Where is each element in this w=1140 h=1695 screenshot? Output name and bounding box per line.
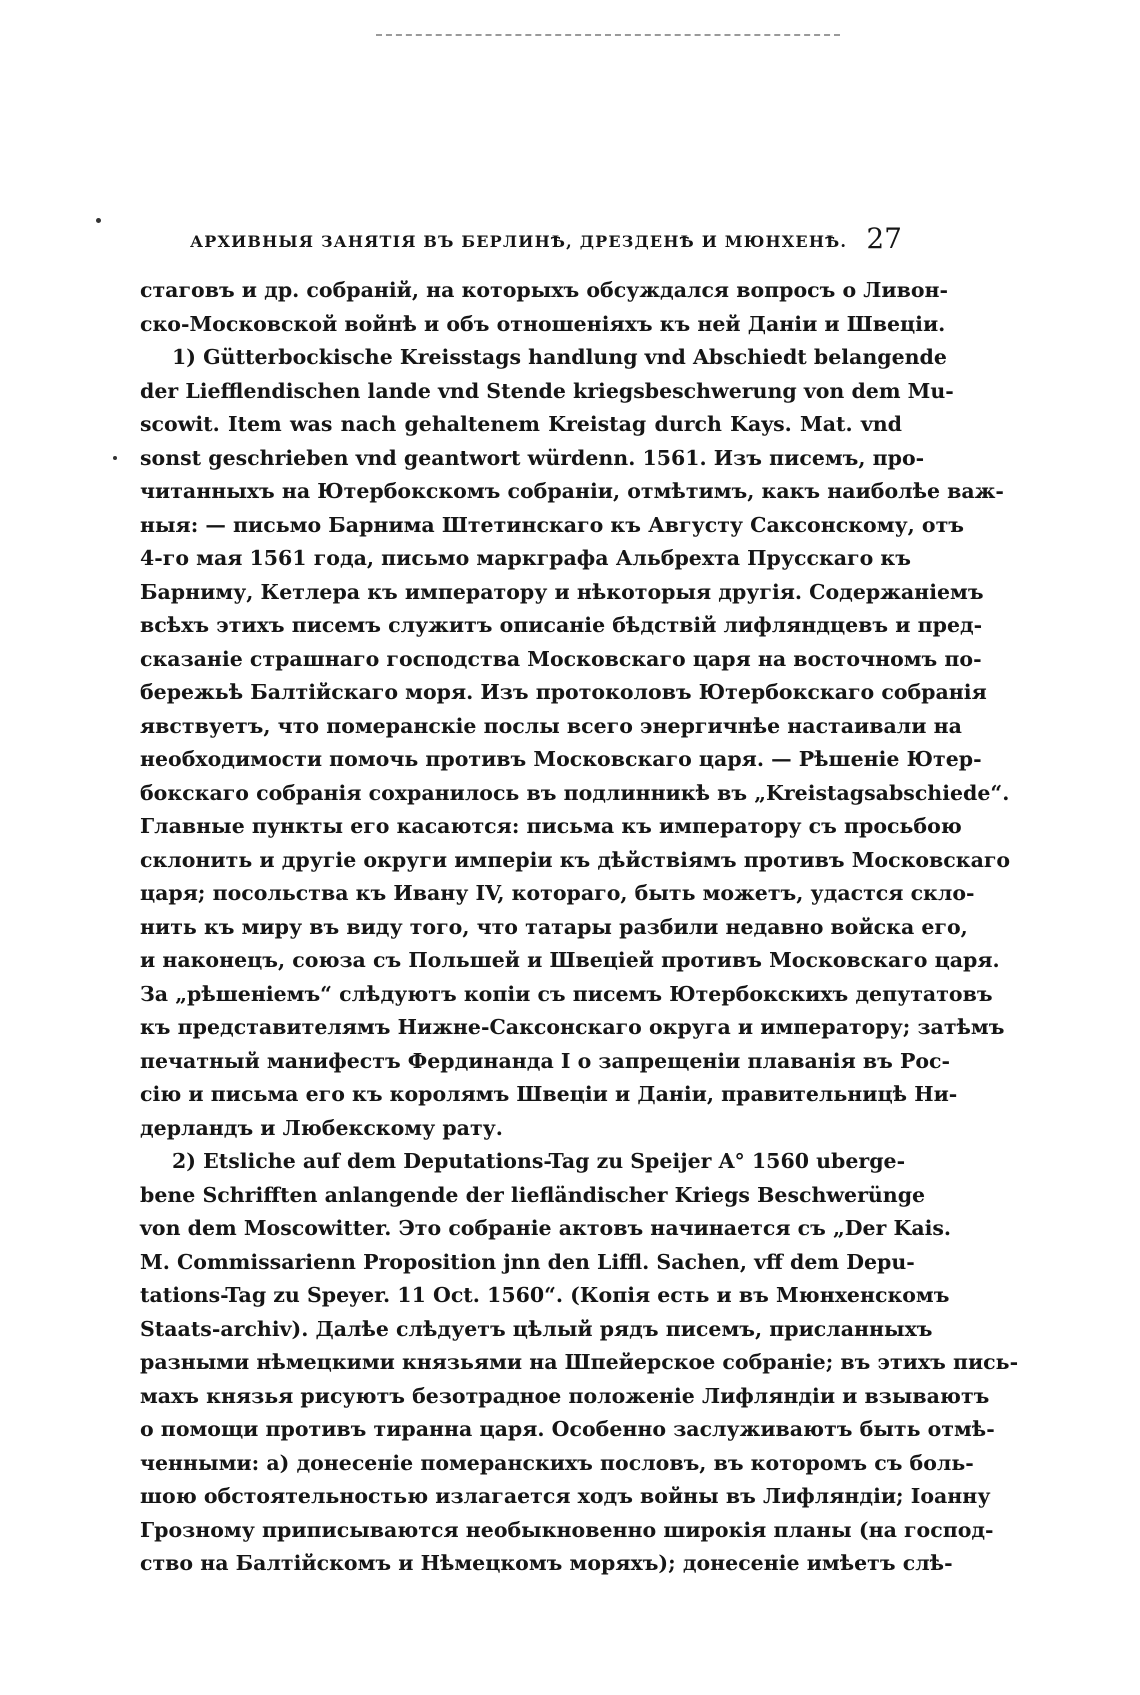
text-line: стаговъ и др. собраній, на которыхъ обсуждался вопросъ о Ливон- [140, 278, 949, 302]
text-line: tations-Tag zu Speyer. 11 Oct. 1560“. (Копія есть и въ Мюнхенскомъ [140, 1283, 950, 1307]
text-line: о помощи противъ тиранна царя. Особенно заслуживаютъ быть отмѣ- [140, 1417, 995, 1441]
text-line: къ представителямъ Нижне-Саксонскаго округа и императору; затѣмъ [140, 1015, 1005, 1039]
text-line: Главные пункты его касаются: письма къ императору съ просьбою [140, 814, 962, 838]
text-line: бокскаго собранія сохранилось въ подлинникѣ въ „Kreistagsabschiede“. [140, 780, 1010, 805]
text-line: Грозному приписываются необыкновенно широкія планы (на господ- [140, 1517, 994, 1542]
text-line: scowit. Item was nach gehaltenem Kreistag durch Kays. Mat. vnd [140, 412, 902, 436]
margin-dot [96, 218, 101, 223]
text-line: разными нѣмецкими князьями на Шпейерское собраніе; въ этихъ пись- [140, 1350, 1019, 1374]
text-line: царя; посольства къ Ивану IV, котораго, быть можетъ, удастся скло- [140, 881, 975, 905]
margin-dot [113, 456, 117, 460]
text-line: нить къ миру въ виду того, что татары разбили недавно войска его, [140, 914, 968, 939]
text-line: всѣхъ этихъ писемъ служитъ описаніе бѣдствій лифляндцевъ и пред- [140, 613, 983, 637]
text-line: bene Schrifften anlangende der liefländischer Kriegs Beschwerünge [140, 1182, 926, 1207]
top-scan-rule [376, 34, 840, 36]
text-line: Барниму, Кетлера къ императору и нѣкоторыя другія. Содержаніемъ [140, 579, 984, 604]
text-line: sonst geschrieben vnd geantwort würdenn. 1561. Изъ писемъ, про- [140, 445, 925, 470]
text-line: За „рѣшеніемъ“ слѣдуютъ копіи съ писемъ Ютербокскихъ депутатовъ [140, 981, 993, 1006]
body-text [140, 274, 1019, 1581]
text-line: дерландъ и Любекскому рату. [140, 1115, 503, 1140]
text-line: необходимости помочь противъ Московскаго царя. — Рѣшеніе Ютер- [140, 747, 982, 771]
text-line: и наконецъ, союза съ Польшей и Швеціей противъ Московскаго царя. [140, 948, 1000, 972]
text-line: ныя: — письмо Барнима Штетинскаго къ Августу Саксонскому, отъ [140, 512, 964, 537]
text-line: читанныхъ на Ютербокскомъ собраніи, отмѣтимъ, какъ наиболѣе важ- [140, 479, 1004, 503]
text-line: сію и письма его къ королямъ Швеціи и Даніи, правительницѣ Ни- [140, 1082, 958, 1106]
text-line: склонить и другіе округи имперіи къ дѣйствіямъ противъ Московскаго [140, 847, 1011, 872]
text-line: ченными: а) донесеніе померанскихъ пословъ, въ которомъ съ боль- [140, 1450, 974, 1475]
text-line: M. Commissarienn Proposition jnn den Liffl. Sachen, vff dem Depu- [140, 1249, 915, 1274]
text-line: бережьѣ Балтійскаго моря. Изъ протоколовъ Ютербокскаго собранія [140, 680, 987, 704]
text-line: шою обстоятельностью излагается ходъ войны въ Лифляндіи; Іоанну [140, 1484, 991, 1508]
text-line: 2) Etsliche auf dem Deputations-Tag zu Speijer A° 1560 ubergе- [172, 1149, 906, 1173]
text-line: 4-го мая 1561 года, письмо маркграфа Альбрехта Прусскаго къ [140, 546, 911, 570]
page-number: 27 [866, 222, 902, 255]
text-line: печатный манифестъ Фердинанда I о запрещеніи плаванія въ Рос- [140, 1048, 951, 1073]
text-line: Staats-archiv). Далѣе слѣдуетъ цѣлый рядъ писемъ, присланныхъ [140, 1316, 933, 1341]
running-head: АРХИВНЫЯ ЗАНЯТІЯ ВЪ БЕРЛИНѢ, ДРЕЗДЕНѢ И МЮНХЕНѢ. [190, 232, 848, 251]
text-line: 1) Gütterbockische Kreisstags handlung vnd Abschiedt belangende [172, 345, 947, 369]
text-line: der Liefflendischen lande vnd Stende kriegsbeschwerung von dem Mu- [140, 378, 954, 403]
text-line: ство на Балтійскомъ и Нѣмецкомъ моряхъ); донесеніе имѣетъ слѣ- [140, 1551, 953, 1575]
page-header [180, 222, 902, 262]
text-line: von dem Moscowitter. Это собраніе актовъ начинается съ „Der Kais. [140, 1216, 952, 1240]
text-line: махъ князья рисуютъ безотрадное положеніе Лифляндіи и взываютъ [140, 1383, 990, 1408]
text-line: явствуетъ, что померанскіе послы всего энергичнѣе настаивали на [140, 713, 962, 738]
text-line: сказаніе страшнаго господства Московскаго царя на восточномъ по- [140, 646, 982, 671]
text-line: ско-Московской войнѣ и объ отношеніяхъ къ ней Даніи и Швеціи. [140, 311, 946, 336]
